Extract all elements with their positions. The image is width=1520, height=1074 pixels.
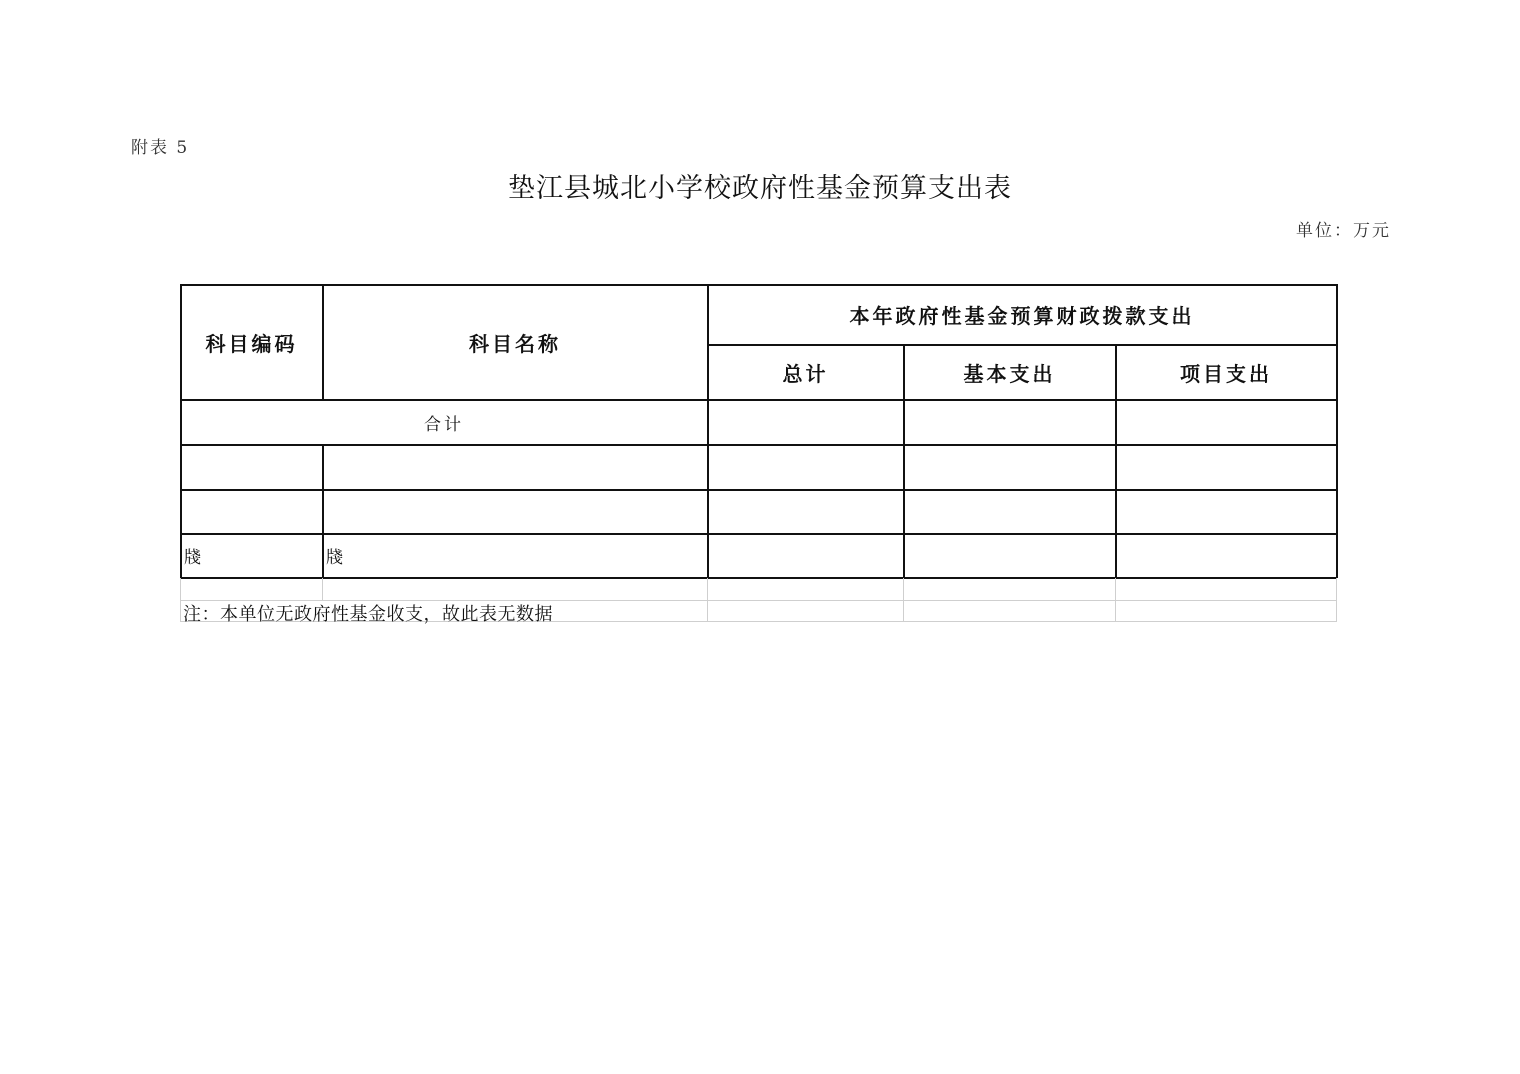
attachment-label: 附表 5 — [131, 138, 190, 158]
table-row-2-name — [322, 489, 708, 534]
table-row-3-name: 牋 — [326, 548, 343, 568]
table-row-2-basic — [903, 489, 1116, 534]
table-row-2-code — [180, 489, 323, 534]
header-code: 科目编码 — [205, 331, 298, 356]
table-row-1-name — [322, 444, 708, 490]
header-total: 总计 — [782, 361, 829, 386]
header-group: 本年政府性基金预算财政拨款支出 — [849, 304, 1195, 328]
table-row-1-code — [180, 444, 323, 490]
table-note: 注：本单位无政府性基金收支，故此表无数据 — [183, 604, 553, 625]
table-row-2-project — [1115, 489, 1337, 534]
table-row-1-total — [707, 444, 904, 490]
table-row-3-total — [707, 533, 904, 578]
table-row-1-basic — [903, 444, 1116, 490]
table-row-3-basic — [903, 533, 1116, 578]
table-row-2-total — [707, 489, 904, 534]
table-row-1-project — [1115, 444, 1337, 490]
unit-label: 单位：万元 — [1296, 221, 1391, 241]
header-project: 项目支出 — [1180, 361, 1272, 386]
header-name: 科目名称 — [469, 331, 561, 356]
page-title — [0, 166, 1520, 205]
table-row-3-code: 牋 — [184, 548, 201, 568]
table-row-3-project — [1115, 533, 1337, 578]
header-basic: 基本支出 — [963, 361, 1056, 386]
total-row-label: 合计 — [424, 414, 464, 435]
page-title-text: 垫江县城北小学校政府性基金预算支出表 — [508, 173, 1012, 204]
